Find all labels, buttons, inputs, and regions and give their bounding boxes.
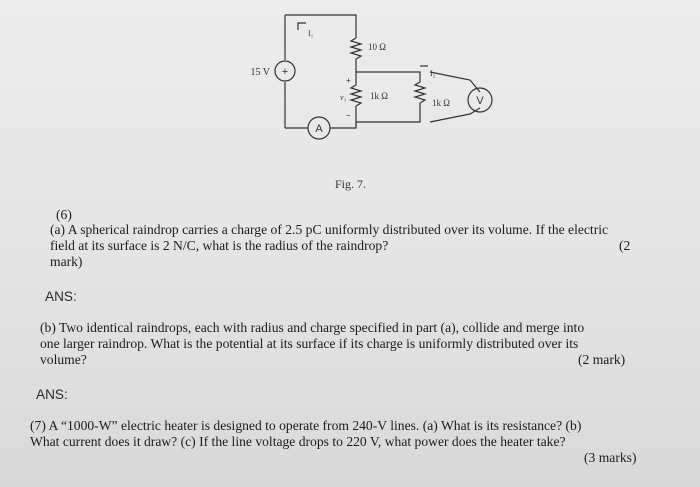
q6a-line2: field at its surface is 2 N/C, what is the radius of the raindrop? — [50, 238, 389, 253]
q6a-line1: (a) A spherical raindrop carries a charge of 2.5 pC uniformly distributed over its volume. If the electric — [50, 222, 609, 237]
r-right-label: 1k Ω — [432, 98, 450, 108]
q6a-mark-part1: (2 — [619, 238, 631, 253]
circuit-diagram — [230, 10, 500, 145]
answer-label-6b: ANS: — [36, 387, 68, 402]
answer-label-6a: ANS: — [45, 289, 77, 304]
r-mid-label: 1k Ω — [370, 91, 388, 101]
r-top-label: 10 Ω — [368, 42, 386, 52]
ammeter-label: A — [315, 123, 323, 135]
voltmeter-label: V — [476, 95, 484, 107]
source-label: 15 V — [250, 67, 270, 78]
figure-caption: Fig. 7. — [335, 177, 367, 191]
resistor-middle — [351, 85, 361, 106]
q7-line1: (7) A “1000-W” electric heater is designed to operate from 240-V lines. (a) What is its resistance? (b) — [30, 418, 582, 433]
q6b-line2: one larger raindrop. What is the potential at its surface if its charge is uniformly distributed over its — [40, 336, 579, 351]
voltage-plus: + — [346, 76, 351, 85]
q7-line2: What current does it draw? (c) If the line voltage drops to 220 V, what power does the heater take? — [30, 434, 566, 449]
wire-top-rail — [356, 72, 420, 82]
voltage-label: v₁ — [340, 93, 347, 102]
q6-number: (6) — [56, 207, 72, 222]
current-top-label: I₁ — [308, 29, 314, 38]
q6b-mark: (2 mark) — [578, 352, 626, 367]
resistor-right — [415, 82, 425, 103]
source-plus: + — [281, 66, 289, 78]
wire-voltmeter-top — [430, 72, 480, 92]
current-arrow-top — [298, 23, 306, 30]
resistor-top — [351, 38, 361, 59]
q6b-line1: (b) Two identical raindrops, each with radius and charge specified in part (a), collide and merge into — [40, 320, 585, 335]
q7-mark: (3 marks) — [584, 450, 637, 465]
current-right-label: I₂ — [430, 69, 436, 78]
voltage-minus: − — [346, 111, 351, 120]
q6a-mark-part2: mark) — [50, 254, 83, 269]
q6b-line3: volume? — [40, 352, 87, 367]
wire-top-left — [285, 15, 356, 38]
